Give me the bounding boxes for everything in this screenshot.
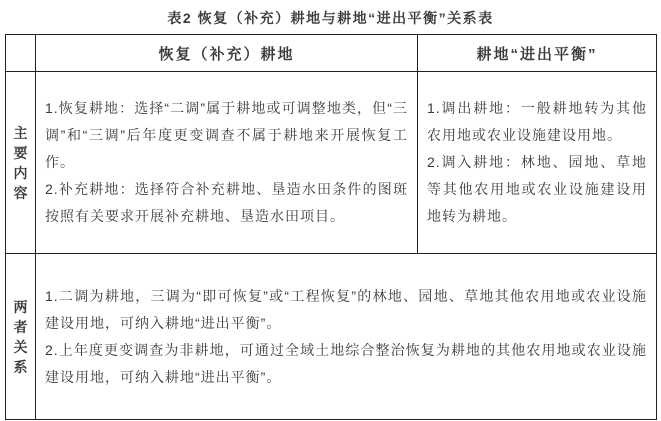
relation-table: [5, 34, 657, 420]
label-char: 要: [13, 144, 28, 161]
paragraph-transfer-out: 1.调出耕地：一般耕地转为其他农用地或农业设施建设用地。: [427, 100, 647, 143]
table-header-row: [6, 35, 657, 72]
label-char: 主: [13, 124, 28, 141]
label-char: 容: [13, 184, 28, 201]
row-label-main-content: [6, 72, 36, 254]
paragraph-supplement-farmland: 2.补充耕地：选择符合补充耕地、垦造水田条件的图斑按照有关要求开展补充耕地、垦造水田项目。: [45, 181, 408, 224]
label-char: 关: [13, 338, 28, 355]
cell-in-out-balance-content: [418, 72, 657, 254]
label-char: 内: [13, 164, 28, 181]
label-char: 两: [13, 298, 28, 315]
row-label-relationship: [6, 254, 36, 420]
header-col-restore-supplement: 恢复（补充）耕地: [36, 35, 418, 72]
vertical-label: [6, 123, 35, 203]
label-char: 系: [13, 358, 28, 375]
cell-relationship-content: [36, 254, 657, 420]
header-corner-cell: [6, 35, 36, 72]
paragraph-relationship-1: 1.二调为耕地，三调为“即可恢复”或“工程恢复”的林地、园地、草地其他农用地或农业设施建设用地，可纳入耕地“进出平衡”。: [45, 287, 647, 331]
table-row-main-content: [6, 72, 657, 254]
table-row-relationship: [6, 254, 657, 420]
vertical-label: [6, 297, 35, 377]
paragraph-restore-farmland: 1.恢复耕地：选择“二调”属于耕地或可调整地类，但“三调”和“三调”后年度更变调查不属于耕地来开展恢复工作。: [45, 100, 408, 170]
paragraph-relationship-2: 2.上年度更变调查为非耕地，可通过全域土地综合整治恢复为耕地的其他农用地或农业设施建设用地，可纳入耕地“进出平衡”。: [45, 341, 647, 385]
header-col-in-out-balance: 耕地“进出平衡”: [418, 35, 657, 72]
cell-restore-supplement-content: [36, 72, 418, 254]
paragraph-transfer-in: 2.调入耕地：林地、园地、草地等其他农用地或农业设施建设用地转为耕地。: [427, 154, 647, 224]
table-caption: 表2 恢复（补充）耕地与耕地“进出平衡”关系表: [167, 10, 494, 26]
label-char: 者: [13, 318, 28, 335]
